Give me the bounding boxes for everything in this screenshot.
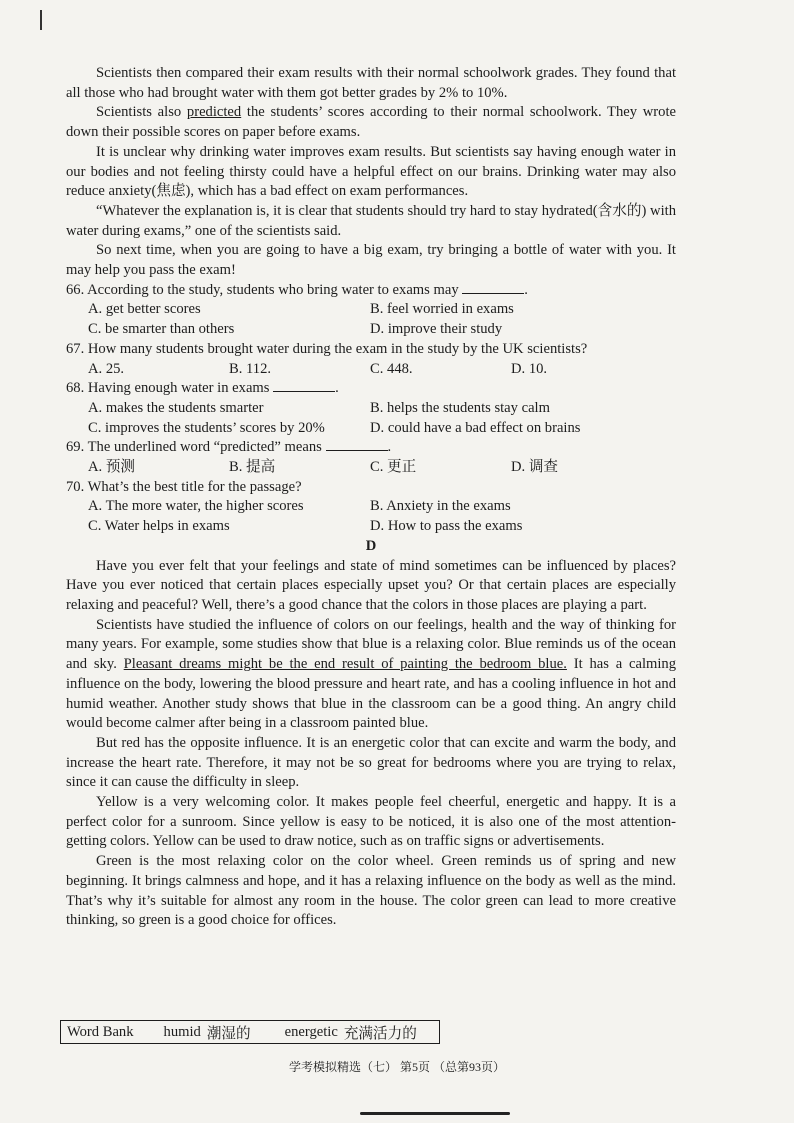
option-b: B. 提高 [229,459,276,476]
option-c: C. 448. [370,360,413,377]
passage-d-paragraph-5: Green is the most relaxing color on the color wheel. Green reminds us of spring and new beginning. It brings calmness and hope, and it has a relaxing influence on the body as well as the mind. That’s why it’s suitable for almost any room in the house. The color green can lead to more creative thinking, so green is a good choice for offices. [66,853,676,929]
option-d: D. How to pass the exams [370,518,523,535]
option-a: A. makes the students smarter [88,399,264,416]
passage-c-paragraph-1: Scientists then compared their exam results with their normal schoolwork grades. They found that all those who had brought water with them got better grades by 2% to 10%. [66,65,676,101]
options [88,300,676,339]
option-a: A. 预测 [88,459,136,476]
option-a: A. get better scores [88,301,201,318]
question-68 [66,379,676,438]
section-label-d: D [365,537,377,554]
question-stem [66,281,676,301]
question-stem [66,379,676,399]
passage-d-paragraph-1: Have you ever felt that your feelings and state of mind sometimes can be influenced by places? Have you ever noticed that certain places especially upset you? Or that certain places are especially relaxing and peaceful? Well, there’s a good chance that the colors in those places are playing a part. [66,557,676,613]
passage-c-paragraph-3: It is unclear why drinking water improves exam results. But scientists say having enough water in our bodies and not feeling thirsty could have a helpful effect on our brains. Drinking water may also reduce anxiety(焦虑), which has a bad effect on exam performances. [66,143,676,200]
passage-d-p2-after: It has a calming influence on the body, lowering the blood pressure and heart rate, and has a cooling influence in hot and humid weather. Another study shows that blue in the classroom can be a good thing. An angry child would become calmer after being in a classroom painted blue. [66,656,676,732]
option-d: D. 10. [511,360,548,377]
underlined-sentence: Pleasant dreams might be the end result of painting the bedroom blue. [123,656,567,673]
passage-d-paragraph-3: But red has the opposite influence. It is an energetic color that can excite and warm the body, and increase the heart rate. Therefore, it may not be so great for bedrooms where you are trying to relax, since it can cause the difficulty in sleep. [66,734,676,791]
options [88,360,676,380]
option-c: C. be smarter than others [88,321,235,338]
passage-c-paragraph-5: So next time, when you are going to have a big exam, try bringing a bottle of water with you. It may help you pass the exam! [66,242,676,279]
option-b: B. feel worried in exams [370,301,514,318]
question-69 [66,438,676,477]
question-70 [66,478,676,537]
scan-edge-mark [360,1112,510,1115]
question-67 [66,340,676,379]
question-stem-end: . [335,380,339,397]
question-stem-end: . [387,439,392,456]
passage-d-p2-before: Scientists have studied the influence of colors on our feelings, health and the way of thinking for many years. For example, some studies show that blue is a relaxing color. Blue reminds us of the ocean and sky. [66,616,676,673]
word-bank-title: Word Bank [67,1023,134,1040]
option-c: C. improves the students’ scores by 20% [88,419,325,436]
option-a: A. The more water, the higher scores [88,498,304,515]
passage-c-p2-after: the students’ scores according to their normal schoolwork. They wrote down their possible scores on paper before exams. [66,104,676,141]
word-bank-meaning: 充满活力的 [343,1025,417,1042]
question-stem-text: 68. Having enough water in exams [66,380,270,397]
option-d: D. improve their study [370,321,503,338]
options [88,458,676,478]
passage-c-paragraph-4: “Whatever the explanation is, it is clear that students should try hard to stay hydrated(含水的) with water during exams,” one of the scientists said. [66,202,676,239]
passage-d-paragraph-2 [66,616,676,734]
word-bank-word: energetic [284,1023,338,1040]
passage-c-p2-before: Scientists also [96,104,187,121]
question-stem-text: 69. The underlined word “predicted” means [66,439,322,456]
question-stem [66,438,676,458]
option-d: D. could have a bad effect on brains [370,419,581,436]
question-stem: 70. What’s the best title for the passage? [66,478,302,495]
option-d: D. 调查 [511,459,559,476]
question-stem-text: 66. According to the study, students who bring water to exams may [66,281,459,298]
passage-c-paragraph-2 [66,103,676,142]
option-c: C. 更正 [370,459,417,476]
answer-blank [326,438,388,451]
options [88,399,676,438]
question-stem: 67. How many students brought water during the exam in the study by the UK scientists? [66,340,588,357]
option-a: A. 25. [88,360,125,377]
page-footer: 学考模拟精选（七） 第5页 （总第93页） [288,1060,505,1074]
question-66 [66,281,676,340]
passage-d-paragraph-4: Yellow is a very welcoming color. It makes people feel cheerful, energetic and happy. It is a perfect color for a sunroom. Since yellow is easy to be noticed, it is also one of the most attention-getting colors. Yellow can be used to draw notice, such as on traffic signs or advertisements. [66,794,676,850]
word-bank-word: humid [163,1023,201,1040]
option-b: B. helps the students stay calm [370,399,550,416]
answer-blank [273,379,335,392]
option-b: B. 112. [229,360,272,377]
word-bank-box [60,1020,440,1044]
question-stem-end: . [524,281,528,298]
option-b: B. Anxiety in the exams [370,498,511,515]
option-c: C. Water helps in exams [88,518,230,535]
underlined-word-predicted: predicted [186,104,242,121]
page-content [66,64,676,931]
answer-blank [462,281,524,294]
word-bank-meaning: 潮湿的 [206,1025,251,1042]
margin-mark [40,10,42,30]
options [88,497,676,536]
